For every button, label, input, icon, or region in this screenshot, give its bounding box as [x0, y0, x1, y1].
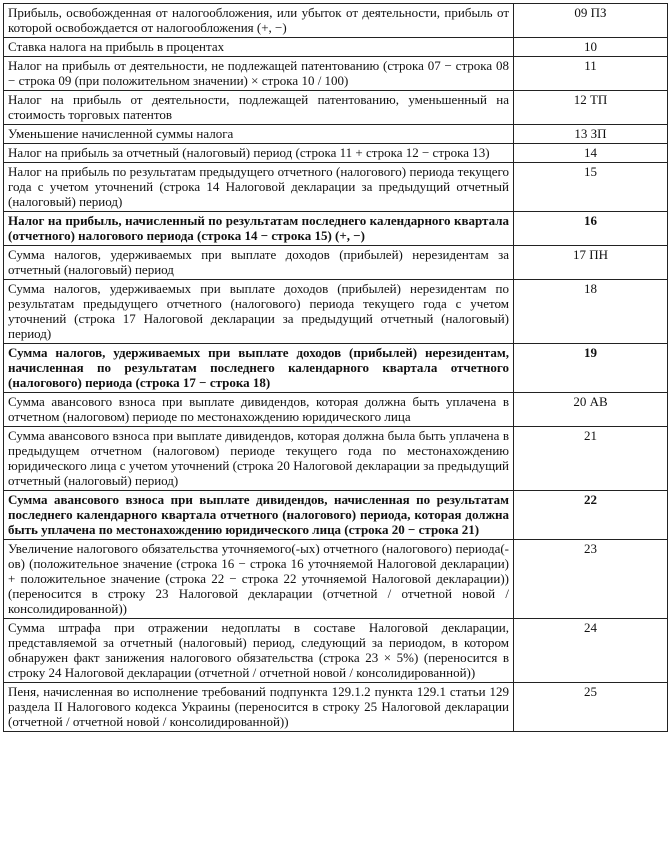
row-code: 23: [514, 540, 668, 619]
row-description: Налог на прибыль за отчетный (налоговый) период (строка 11 + строка 12 − строка 13): [4, 144, 514, 163]
row-description: Увеличение налогового обязательства уточняемого(-ых) отчетного (налогового) периода(-ов) (положительное значение (строка 16 − строка 16 уточняемой Налоговой декларации) + положительное значение (строка 22 − строка 22 уточняемой Налоговой декларации)) (переносится в строку 23 Налоговой декларации (отчетной / отчетной новой / консолидированной)): [4, 540, 514, 619]
row-code: 12 ТП: [514, 91, 668, 125]
row-code: 17 ПН: [514, 246, 668, 280]
row-code: 22: [514, 491, 668, 540]
row-code: 16: [514, 212, 668, 246]
table-row: [4, 163, 668, 212]
row-code: 15: [514, 163, 668, 212]
row-code: 09 ПЗ: [514, 4, 668, 38]
table-row: [4, 125, 668, 144]
table-row: [4, 427, 668, 491]
table-row: [4, 683, 668, 732]
row-code: 10: [514, 38, 668, 57]
row-description: Сумма налогов, удерживаемых при выплате доходов (прибылей) нерезидентам по результатам предыдущего отчетного (налогового) периода текущего года с учетом уточнений (строка 17 Налоговой декларации за предыдущий отчетный (налоговый) период): [4, 280, 514, 344]
table-row: [4, 38, 668, 57]
table-row: [4, 393, 668, 427]
table-row: [4, 57, 668, 91]
row-code: 21: [514, 427, 668, 491]
table-row: [4, 619, 668, 683]
row-description: Сумма штрафа при отражении недоплаты в составе Налоговой декларации, представляемой за отчетный (налоговый) период, следующий за периодом, в котором обнаружен факт занижения налогового обязательства (строка 23 × 5%) (переносится в строку 24 Налоговой декларации (отчетной / отчетной новой / консолидированной)): [4, 619, 514, 683]
table-body: [4, 4, 668, 732]
table-row: [4, 280, 668, 344]
row-description: Сумма налогов, удерживаемых при выплате доходов (прибылей) нерезидентам за отчетный (налоговый) период: [4, 246, 514, 280]
row-description: Ставка налога на прибыль в процентах: [4, 38, 514, 57]
row-description: Пеня, начисленная во исполнение требований подпункта 129.1.2 пункта 129.1 статьи 129 раздела II Налогового кодекса Украины (переносится в строку 25 Налоговой декларации (отчетной / отчетной новой / консолидированной)): [4, 683, 514, 732]
row-description: Прибыль, освобожденная от налогообложения, или убыток от деятельности, прибыль от которой освобождается от налогообложения (+, −): [4, 4, 514, 38]
row-description: Налог на прибыль по результатам предыдущего отчетного (налогового) периода текущего года с учетом уточнений (строка 14 Налоговой декларации за предыдущий отчетный (налоговый) период): [4, 163, 514, 212]
tax-declaration-table: [3, 3, 668, 732]
row-code: 13 ЗП: [514, 125, 668, 144]
table-row: [4, 144, 668, 163]
row-code: 18: [514, 280, 668, 344]
row-code: 25: [514, 683, 668, 732]
row-description: Сумма налогов, удерживаемых при выплате доходов (прибылей) нерезидентам, начисленная по результатам последнего календарного квартала отчетного (налогового) периода (строка 17 − строка 18): [4, 344, 514, 393]
table-row: [4, 344, 668, 393]
table-row: [4, 491, 668, 540]
row-description: Сумма авансового взноса при выплате дивидендов, которая должна была быть уплачена в предыдущем отчетном (налоговом) периоде текущего года по местонахождению юридического лица с учетом уточнений (строка 20 Налоговой декларации за предыдущий отчетный (налоговый) период): [4, 427, 514, 491]
row-description: Уменьшение начисленной суммы налога: [4, 125, 514, 144]
table-row: [4, 91, 668, 125]
table-row: [4, 246, 668, 280]
row-code: 11: [514, 57, 668, 91]
row-description: Налог на прибыль от деятельности, подлежащей патентованию, уменьшенный на стоимость торговых патентов: [4, 91, 514, 125]
row-description: Сумма авансового взноса при выплате дивидендов, начисленная по результатам последнего календарного квартала отчетного (налогового) периода, которая должна быть уплачена по местонахождению юридического лица (строка 20 − строка 21): [4, 491, 514, 540]
row-code: 19: [514, 344, 668, 393]
table-row: [4, 212, 668, 246]
row-description: Налог на прибыль от деятельности, не подлежащей патентованию (строка 07 − строка 08 − строка 09 (при положительном значении) × строка 10 / 100): [4, 57, 514, 91]
row-code: 20 АВ: [514, 393, 668, 427]
table-row: [4, 540, 668, 619]
row-description: Налог на прибыль, начисленный по результатам последнего календарного квартала (отчетного) налогового периода (строка 14 − строка 15) (+, −): [4, 212, 514, 246]
row-code: 14: [514, 144, 668, 163]
row-code: 24: [514, 619, 668, 683]
row-description: Сумма авансового взноса при выплате дивидендов, которая должна быть уплачена в отчетном (налоговом) периоде по местонахождению юридического лица: [4, 393, 514, 427]
table-row: [4, 4, 668, 38]
